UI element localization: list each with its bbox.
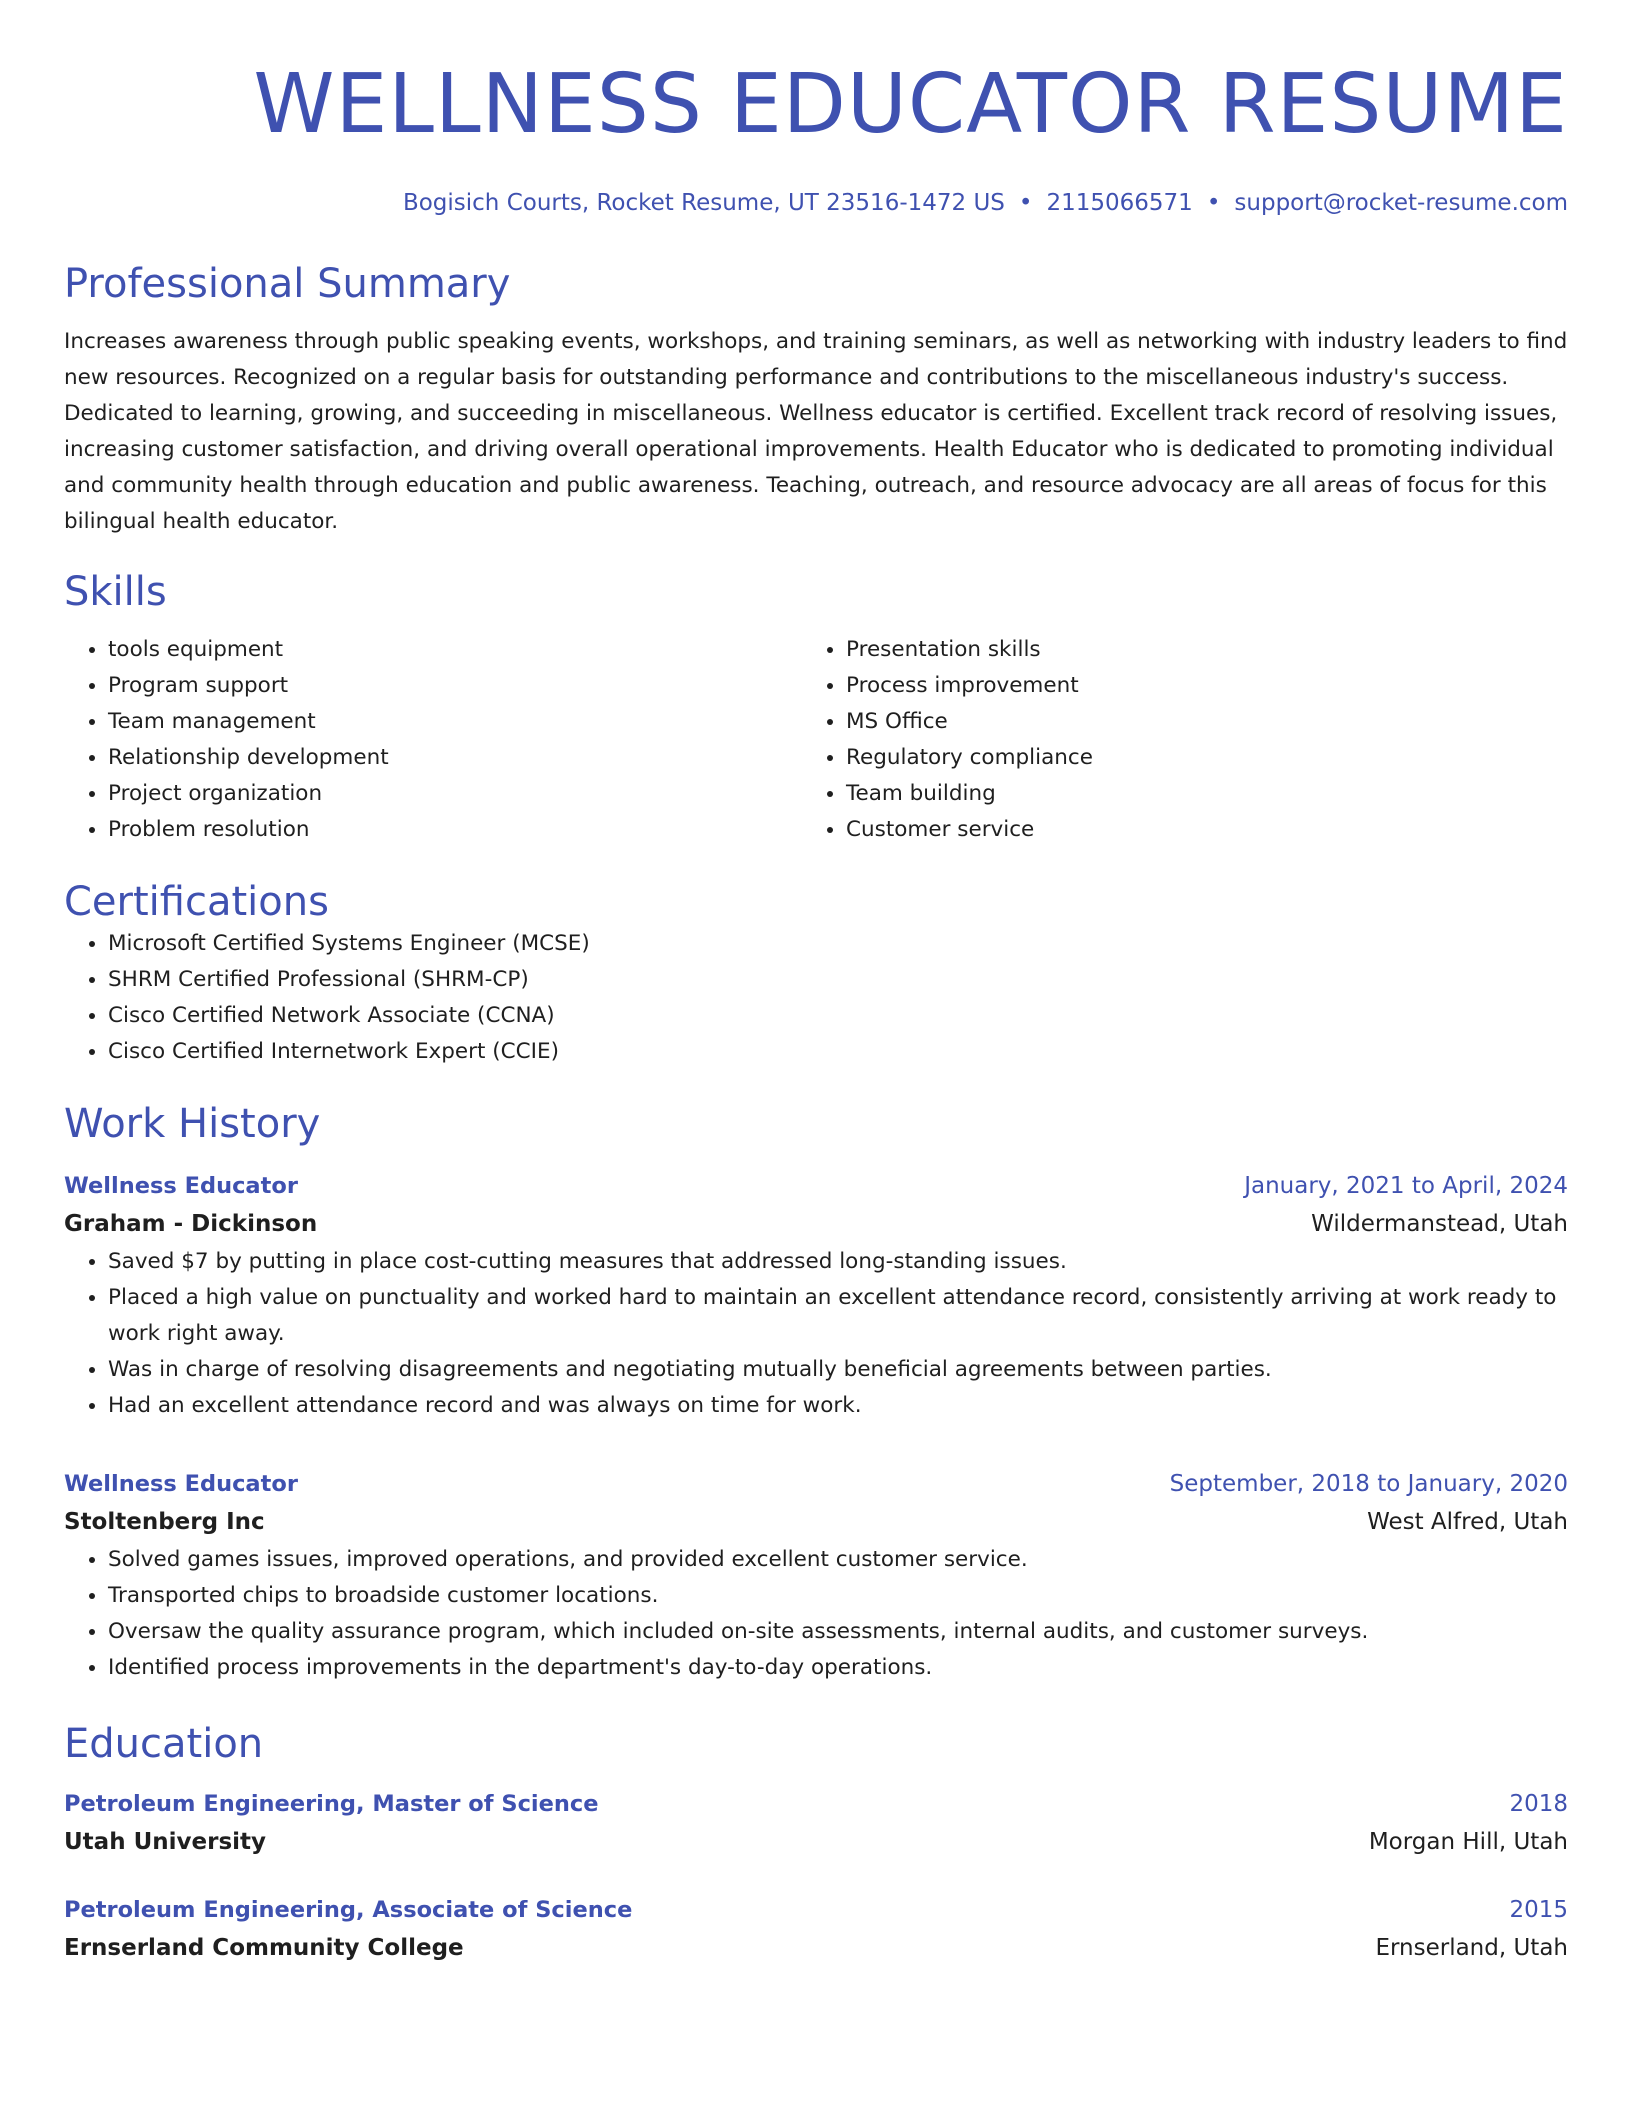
job-company-row — [64, 1502, 1568, 1542]
section-title-certifications: Certifications — [64, 879, 329, 925]
skills-column-right — [802, 632, 1540, 848]
education-location: Morgan Hill, Utah — [1368, 1829, 1568, 1855]
work-history-section — [64, 1100, 1568, 1686]
job-bullet: • Had an excellent attendance record and was always on time for work. — [108, 1388, 1568, 1424]
skill-item: • Process improvement — [846, 668, 1540, 704]
summary-text: Increases awareness through public speaking events, workshops, and training seminars, as well as networking with industry leaders to find new resources. Recognized on a regular basis for outstanding performance and contributions to the miscellaneous industry's success. Dedicated to learning, growing, and succeeding in miscellaneous. Wellness educator is certified. Excellent track record of resolving issues, increasing customer satisfaction, and driving overall operational improvements. Health Educator who is dedicated to promoting individual and community health through education and public awareness. Teaching, outreach, and resource advocacy are all areas of focus for this bilingual health educator. — [64, 329, 1568, 534]
job-bullets — [64, 1244, 1568, 1424]
skill-item: • Customer service — [846, 812, 1540, 848]
education-school: Utah University — [64, 1829, 267, 1855]
certification-item: • Cisco Certified Internetwork Expert (CCIE) — [108, 1034, 1568, 1070]
job-bullet: • Solved games issues, improved operations, and provided excellent customer service. — [108, 1542, 1568, 1578]
contact-address: Bogisich Courts, Rocket Resume, UT 23516-1472 US — [402, 190, 1005, 216]
job-bullet: • Placed a high value on punctuality and worked hard to maintain an excellent attendance record, consistently arriving at work ready to work right away. — [108, 1280, 1568, 1352]
section-title-work-history: Work History — [64, 1101, 321, 1147]
job-company: Graham - Dickinson — [64, 1211, 318, 1237]
job-bullet: • Was in charge of resolving disagreements and negotiating mutually beneficial agreements between parties. — [108, 1352, 1568, 1388]
job-entry — [64, 1466, 1568, 1686]
job-header-row — [64, 1168, 1568, 1204]
skill-item: • Team management — [108, 704, 802, 740]
resume-header — [64, 58, 1568, 218]
skills-grid — [64, 632, 1568, 848]
job-bullet: • Oversaw the quality assurance program, which included on-site assessments, internal audits, and customer surveys. — [108, 1614, 1568, 1650]
job-bullets — [64, 1542, 1568, 1686]
section-title-summary: Professional Summary — [64, 261, 511, 307]
job-role: Wellness Educator — [64, 1471, 298, 1497]
skills-list-left — [64, 632, 802, 848]
certifications-list — [64, 926, 1568, 1070]
job-entry — [64, 1168, 1568, 1424]
job-header-row — [64, 1466, 1568, 1502]
job-location: Wildermanstead, Utah — [1311, 1211, 1568, 1237]
contact-phone: 2115066571 — [1046, 190, 1193, 216]
education-degree: Petroleum Engineering, Associate of Science — [64, 1897, 633, 1923]
job-company: Stoltenberg Inc — [64, 1509, 265, 1535]
job-bullet: • Transported chips to broadside customer locations. — [108, 1578, 1568, 1614]
job-bullet: • Identified process improvements in the department's day-to-day operations. — [108, 1650, 1568, 1686]
education-year: 2015 — [1509, 1897, 1568, 1923]
skill-item: • Relationship development — [108, 740, 802, 776]
education-degree: Petroleum Engineering, Master of Science — [64, 1791, 599, 1817]
skill-item: • Regulatory compliance — [846, 740, 1540, 776]
contact-email: support@rocket-resume.com — [1234, 190, 1568, 216]
document-title: WELLNESS EDUCATOR RESUME — [253, 57, 1568, 152]
job-location: West Alfred, Utah — [1367, 1509, 1568, 1535]
job-bullet: • Saved $7 by putting in place cost-cutting measures that addressed long-standing issues. — [108, 1244, 1568, 1280]
skills-section — [64, 568, 1568, 848]
certification-item: • Cisco Certified Network Associate (CCNA) — [108, 998, 1568, 1034]
education-school-row — [64, 1928, 1568, 1968]
job-dates: September, 2018 to January, 2020 — [1169, 1471, 1568, 1497]
skill-item: • MS Office — [846, 704, 1540, 740]
job-role: Wellness Educator — [64, 1173, 298, 1199]
contact-separator: • — [1018, 190, 1033, 216]
job-company-row — [64, 1204, 1568, 1244]
job-dates: January, 2021 to April, 2024 — [1244, 1173, 1568, 1199]
contact-line — [64, 188, 1568, 218]
skills-list-right — [802, 632, 1540, 848]
skill-item: • Project organization — [108, 776, 802, 812]
education-header-row — [64, 1892, 1568, 1928]
skill-item: • tools equipment — [108, 632, 802, 668]
education-year: 2018 — [1509, 1791, 1568, 1817]
skill-item: • Problem resolution — [108, 812, 802, 848]
skill-item: • Program support — [108, 668, 802, 704]
skill-item: • Presentation skills — [846, 632, 1540, 668]
education-entry — [64, 1892, 1568, 1968]
certification-item: • SHRM Certified Professional (SHRM-CP) — [108, 962, 1568, 998]
skill-item: • Team building — [846, 776, 1540, 812]
education-section — [64, 1720, 1568, 1968]
education-school: Ernserland Community College — [64, 1935, 464, 1961]
section-title-education: Education — [64, 1721, 264, 1767]
education-header-row — [64, 1786, 1568, 1822]
certification-item: • Microsoft Certified Systems Engineer (MCSE) — [108, 926, 1568, 962]
professional-summary-section — [64, 260, 1568, 540]
section-title-skills: Skills — [64, 569, 167, 615]
education-entry — [64, 1786, 1568, 1862]
certifications-section — [64, 878, 1568, 1070]
education-school-row — [64, 1822, 1568, 1862]
contact-separator: • — [1206, 190, 1221, 216]
skills-column-left — [64, 632, 802, 848]
education-location: Ernserland, Utah — [1375, 1935, 1568, 1961]
